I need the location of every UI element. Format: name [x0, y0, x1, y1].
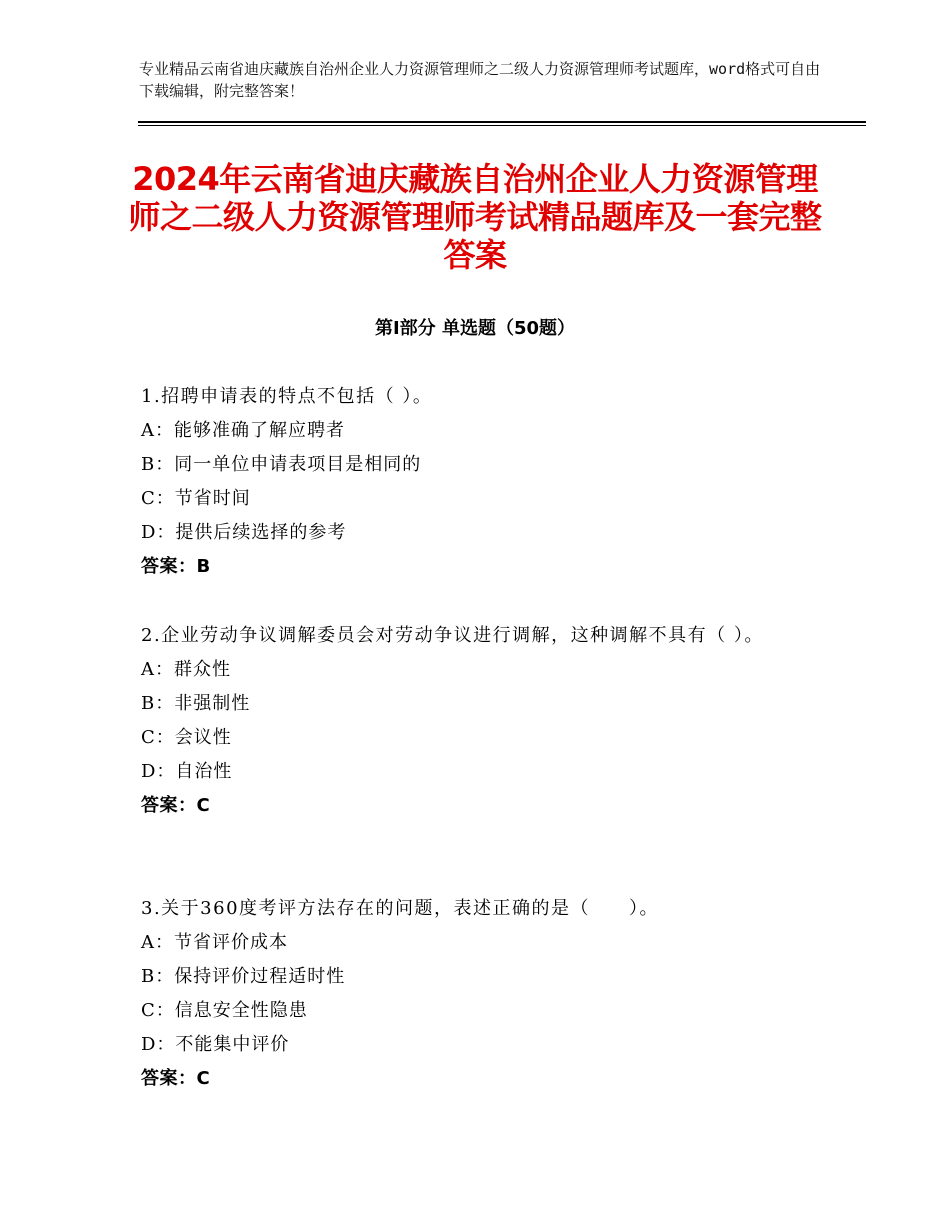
- option-a: A：节省评价成本: [141, 932, 288, 953]
- section-heading: 第Ⅰ部分 单选题（50题）: [374, 318, 575, 339]
- option-d: D：自治性: [141, 761, 233, 782]
- option-a: A：能够准确了解应聘者: [141, 420, 345, 441]
- option-d: D：不能集中评价: [141, 1034, 290, 1055]
- option-b: B：保持评价过程适时性: [141, 966, 346, 987]
- option-a: A：群众性: [141, 659, 231, 680]
- option-b: B：同一单位申请表项目是相同的: [141, 454, 422, 475]
- option-c: C：会议性: [141, 727, 232, 748]
- option-d: D：提供后续选择的参考: [141, 522, 347, 543]
- header-rule-thin: [138, 125, 866, 126]
- question-stem: 1.招聘申请表的特点不包括（ ）。: [141, 386, 433, 407]
- option-b: B：非强制性: [141, 693, 251, 714]
- answer: 答案：C: [141, 795, 211, 816]
- answer: 答案：C: [141, 1068, 211, 1089]
- header-note: 专业精品云南省迪庆藏族自治州企业人力资源管理师之二级人力资源管理师考试题库，word格式可自由下载编辑，附完整答案！: [139, 60, 821, 100]
- option-c: C：信息安全性隐患: [141, 1000, 308, 1021]
- question-stem: 2.企业劳动争议调解委员会对劳动争议进行调解，这种调解不具有（ ）。: [141, 625, 764, 646]
- option-c: C：节省时间: [141, 488, 251, 509]
- header-rule-thick: [138, 121, 866, 123]
- question-stem: 3.关于360度考评方法存在的问题，表述正确的是（ ）。: [141, 898, 660, 919]
- answer: 答案：B: [141, 556, 211, 577]
- question-3: [141, 892, 821, 1096]
- document-title: 2024年云南省迪庆藏族自治州企业人力资源管理师之二级人力资源管理师考试精品题库及一套完整答案: [128, 160, 822, 274]
- question-1: [141, 380, 821, 584]
- question-2: [141, 619, 821, 823]
